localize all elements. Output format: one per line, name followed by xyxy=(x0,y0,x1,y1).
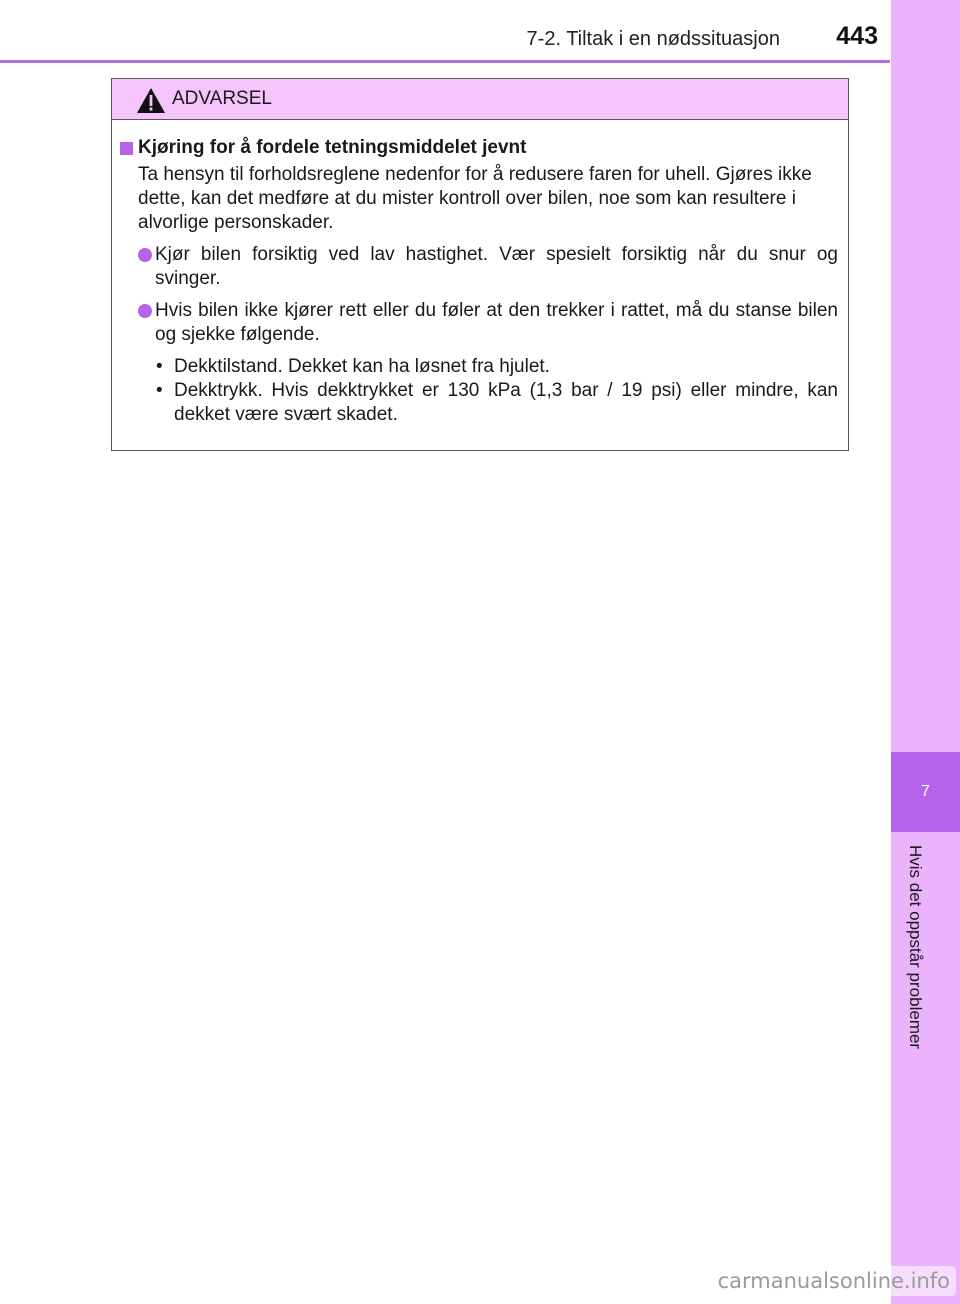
intro-text: Ta hensyn til forholdsreglene nedenfor for å redusere faren for uhell. Gjøres ikke dette, kan det medføre at du mister kontroll over bilen, noe som kan resultere i alvorlige personskader. xyxy=(138,164,812,233)
header-divider xyxy=(0,60,890,63)
warning-body xyxy=(112,120,848,427)
sub-list-item-text: Dekktrykk. Hvis dekktrykket er 130 kPa (1,3 bar / 19 psi) eller mindre, kan dekket være svært skadet. xyxy=(174,380,838,425)
sub-list-item xyxy=(120,355,838,379)
section-heading: 7-2. Tiltak i en nødssituasjon xyxy=(526,28,780,50)
section-title-text: Kjøring for å fordele tetningsmiddelet jevnt xyxy=(138,137,527,158)
sub-bullet: • xyxy=(156,356,163,377)
list-item-text: Hvis bilen ikke kjører rett eller du føler at den trekker i rattet, må du stanse bilen og sjekke følgende. xyxy=(155,300,838,345)
list-item-text: Kjør bilen forsiktig ved lav hastighet. Vær spesielt forsiktig når du snur og svinger. xyxy=(155,244,838,289)
sub-list-item xyxy=(120,379,838,427)
square-bullet-icon xyxy=(120,142,133,155)
list-item xyxy=(120,299,838,347)
warning-label: ADVARSEL xyxy=(172,88,272,109)
chapter-side-tab xyxy=(891,0,960,1304)
warning-triangle-icon xyxy=(136,87,166,114)
page-header xyxy=(0,0,890,62)
sub-bullet: • xyxy=(156,380,163,401)
chapter-number-box xyxy=(891,752,960,832)
chapter-number: 7 xyxy=(921,783,930,800)
section-title xyxy=(120,136,838,160)
warning-header xyxy=(112,79,848,120)
sub-list-item-text: Dekktilstand. Dekket kan ha løsnet fra hjulet. xyxy=(174,356,550,377)
list-item xyxy=(120,243,838,291)
watermark-link[interactable]: carmanualsonline.info xyxy=(686,1266,956,1296)
page-number: 443 xyxy=(836,22,878,50)
chapter-title: Hvis det oppstår problemer xyxy=(906,845,925,1050)
warning-box xyxy=(111,78,849,451)
circle-bullet-icon xyxy=(138,248,152,262)
circle-bullet-icon xyxy=(138,304,152,318)
